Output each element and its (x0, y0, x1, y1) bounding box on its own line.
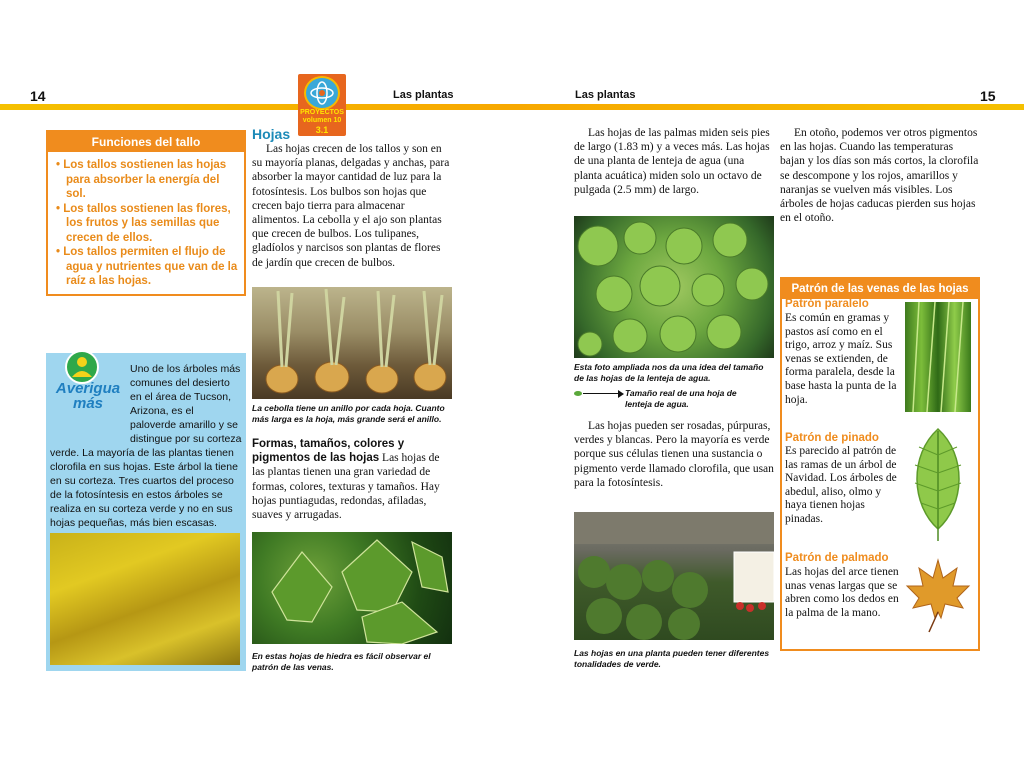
colores-paragraph: Las hojas pueden ser rosadas, púrpuras, verdes y blancas. Pero la mayoría es verde porque sus células tienen una sustancia o pigmento verde llamado clorofila, que usan para la fotosíntesis. (574, 420, 774, 489)
pinado-text: Es parecido al patrón de las ramas de un árbol de Navidad. Los árboles de abedul, aliso, olmo y haya tienen hojas pinadas. (785, 445, 897, 525)
ivy-caption: En estas hojas de hiedra es fácil observar el patrón de las venas. (252, 651, 431, 672)
badge-label: PROYECTOS (300, 109, 344, 116)
badge-number: 3.1 (315, 125, 329, 135)
lentil-caption: Esta foto ampliada nos da una idea del tamaño de las hojas de la lenteja de agua. (574, 362, 764, 383)
actual-size-caption: Tamaño real de una hoja de lenteja de agua. (625, 388, 737, 409)
paralelo-title: Patrón paralelo (785, 298, 869, 310)
arrow-line (583, 393, 621, 394)
list-item: • Los tallos sostienen las hojas para absorber la energía del sol. (56, 158, 238, 202)
header-rule-left (0, 104, 512, 110)
averigua-text: Uno de los árboles más comunes del desierto en el área de Tucson, Arizona, es el paloverde amarillo y se distingue por su corteza verde. La mayoría de las plantas tienen clorofila en sus hojas. Este árbol la tiene en su corteza. Tres cuartos del proceso de la fotosíntesis en estos árboles se realiza en su corteza verde y no en sus hojas pequeñas, más bien escasas. (50, 363, 242, 529)
paralelo-text: Es común en gramas y pastos así como en el trigo, arroz y maíz. Sus venas se extienden, de forma paralela, desde la base hasta la punta de la hoja. (785, 312, 897, 406)
otono-paragraph: En otoño, podemos ver otros pigmentos en las hojas. Cuando las temperaturas bajan y los días son más cortos, la clorofila se descompone y los rojos, amarillos y naranjas se vuelven más visibles. Los árboles de hojas caducas pierden sus hojas en el otoño. (780, 127, 979, 225)
list-item: • Los tallos sostienen las flores, los frutos y las semillas que crecen de ellos. (56, 202, 238, 246)
left-page-title: Las plantas (393, 89, 454, 101)
maple-leaf-photo (905, 556, 971, 634)
hojas-paragraph-wrap (252, 142, 452, 270)
funciones-del-tallo-box (46, 130, 246, 296)
funciones-list (48, 152, 244, 289)
ivy-photo (252, 532, 452, 644)
palmas-paragraph: Las hojas de las palmas miden seis pies de largo (1.83 m) y a veces más. Las hojas de una planta de lenteja de agua (una planta acuática) miden solo un octavo de pulgada (2.5 mm) de largo. (574, 127, 770, 196)
house-caption: Las hojas en una planta pueden tener diferentes tonalidades de verde. (574, 648, 770, 669)
right-page-title: Las plantas (575, 89, 636, 101)
hojas-paragraph: Las hojas crecen de los tallos y son en su mayoría planas, delgadas y anchas, para absorber la mayor cantidad de luz para la fotosíntesis. Los bulbos son hojas que crecen bajo tierra para almacenar alimentos. La cebolla y el ajo son plantas que crecen de bulbos. Los tulipanes, gladíolos y narcisos son plantas de flores de jardín que crecen de bulbos. (252, 143, 450, 269)
house-photo (574, 512, 774, 640)
formas-subheading: Formas, tamaños, colores y pigmentos de las hojas (252, 438, 405, 465)
pinado-title: Patrón de pinado (785, 432, 879, 444)
globe-icon (304, 76, 340, 110)
palmas-paragraph-wrap (574, 126, 774, 197)
lentil-actual-size-dot (574, 391, 582, 396)
left-page-number: 14 (30, 88, 46, 104)
proyectos-badge (298, 74, 346, 136)
averigua-logo-text: Averigua más (55, 380, 121, 412)
funciones-title: Funciones del tallo (48, 132, 244, 152)
onion-caption: La cebolla tiene un anillo por cada hoja. Cuanto más larga es la hoja, más grande será el anillo. (252, 403, 445, 424)
palmado-title: Patrón de palmado (785, 552, 889, 564)
palmado-text: Las hojas del arce tienen unas venas largas que se abren como los dedos en la palma de la mano. (785, 566, 899, 619)
formas-paragraph-wrap (252, 437, 452, 522)
formas-paragraph: Las hojas de las plantas tienen una gran variedad de formas, colores, texturas y tamaños. Hay hojas puntiagudas, redondas, afiladas, suaves y arrugadas. (252, 452, 440, 522)
grass-photo (905, 302, 971, 412)
birch-leaf-photo (905, 425, 971, 543)
colores-paragraph-wrap (574, 419, 774, 490)
averigua-mas-box (46, 353, 246, 671)
patron-title: Patrón de las venas de las hojas (782, 279, 978, 299)
list-item: • Los tallos permiten el flujo de agua y nutrientes que van de la raíz a las hojas. (56, 245, 238, 289)
arrow-right-icon (618, 390, 624, 398)
lentil-photo (574, 216, 774, 358)
paloverde-photo (50, 533, 240, 665)
right-page-number: 15 (980, 88, 996, 104)
onion-photo (252, 287, 452, 399)
header-rule-right (512, 104, 1024, 110)
otono-paragraph-wrap (780, 126, 980, 225)
hojas-heading: Hojas (252, 126, 291, 142)
badge-volume: volumen 10 (302, 117, 342, 124)
